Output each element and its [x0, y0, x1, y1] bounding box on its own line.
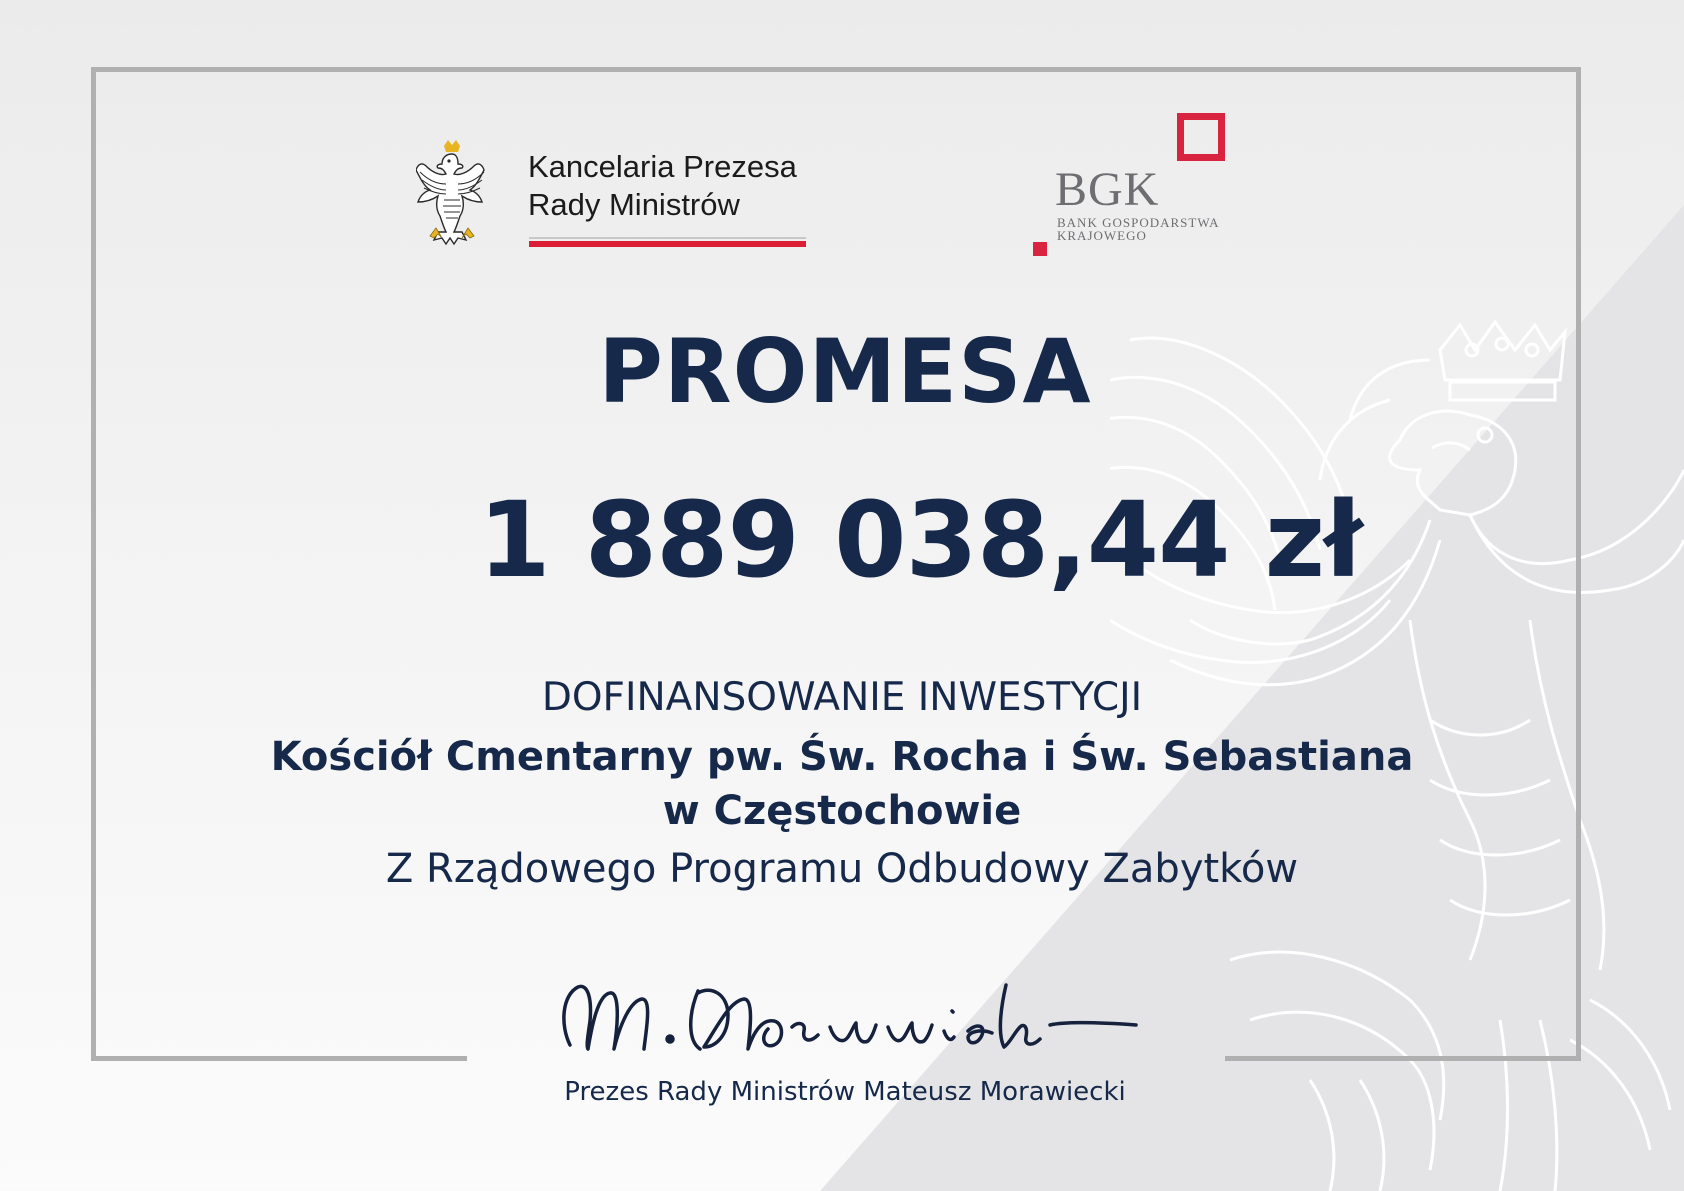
bgk-full-name-line2: KRAJOWEGO [1057, 228, 1147, 243]
kprm-name-line1: Kancelaria Prezesa [528, 149, 797, 184]
program-name: Z Rządowego Programu Odbudowy Zabytków [385, 846, 1299, 892]
document-title: PROMESA [598, 320, 1092, 423]
kprm-red-rule [529, 241, 806, 247]
frame-bottom-right-border [1225, 1056, 1581, 1061]
kprm-name [528, 148, 797, 224]
bgk-full-name-line1: BANK GOSPODARSTWA [1057, 215, 1220, 230]
grant-amount: 1 889 038,44 zł [478, 479, 1362, 601]
bgk-large-square [1177, 113, 1225, 161]
bgk-small-square [1033, 242, 1047, 256]
bgk-full-name [1057, 216, 1220, 242]
investment-name: Kościół Cmentarny pw. Św. Rocha i Św. Sebastiana [270, 734, 1414, 780]
investment-heading: DOFINANSOWANIE INWESTYCJI [541, 675, 1143, 720]
kprm-logo [416, 140, 816, 252]
signatory-name: Prezes Rady Ministrów Mateusz Morawiecki [564, 1077, 1126, 1107]
bgk-letters: BGK [1055, 163, 1160, 216]
bgk-logo [1030, 110, 1250, 260]
signature-image [548, 965, 1138, 1065]
kprm-name-line2: Rady Ministrów [528, 187, 740, 222]
frame-bottom-left-border [91, 1056, 467, 1061]
investment-location: w Częstochowie [662, 788, 1022, 834]
frame-top-border [91, 67, 1581, 72]
kprm-grey-rule [529, 237, 806, 239]
eagle-emblem-icon [416, 140, 488, 252]
